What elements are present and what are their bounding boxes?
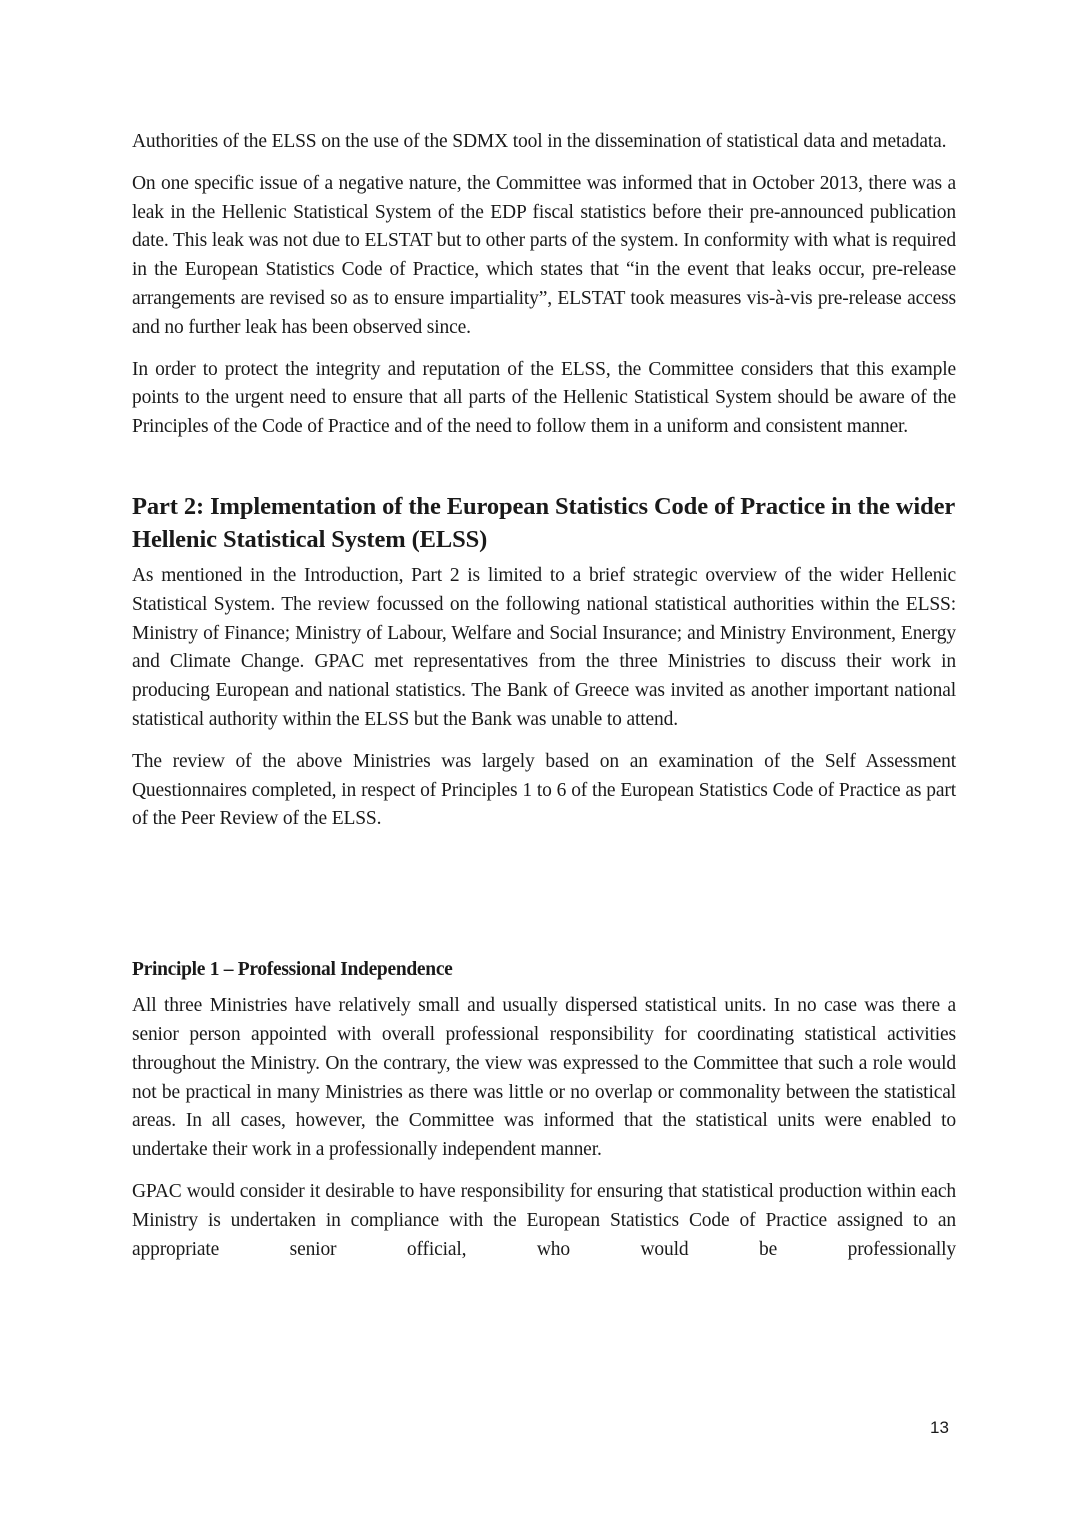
paragraph-sdmx: Authorities of the ELSS on the use of the SDMX tool in the dissemination of statistical data and metadata.	[132, 131, 947, 152]
page-content	[132, 128, 956, 1277]
paragraph-principle1-units: All three Ministries have relatively small and usually dispersed statistical units. In no case was there a senior person appointed with overall professional responsibility for coordinating statistical activities throughout the Ministry. On the contrary, the view was expressed to the Committee that such a role would not be practical in many Ministries as there was little or no overlap or commonality between the statistical areas. In all cases, however, the Committee was informed that the statistical units were enabled to undertake their work in a professionally independent manner.	[132, 995, 956, 1161]
part2-heading: Part 2: Implementation of the European Statistics Code of Practice in the wider Hellenic Statistical System (ELSS)	[132, 492, 955, 553]
page-number: 13	[930, 1418, 949, 1437]
paragraph-part2-overview: As mentioned in the Introduction, Part 2 is limited to a brief strategic overview of the wider Hellenic Statistical System. The review focussed on the following national statistical authorities within the ELSS: Ministry of Finance; Ministry of Labour, Welfare and Social Insurance; and Ministry Environment, Energy and Climate Change. GPAC met representatives from the three Ministries to discuss their work in producing European and national statistics. The Bank of Greece was invited as another important national statistical authority within the ELSS but the Bank was unable to attend.	[132, 564, 956, 730]
paragraph-principle1-gpac: GPAC would consider it desirable to have responsibility for ensuring that statistical production within each Ministry is undertaken in compliance with the European Statistics Code of Practice assigned to an appropriate senior official, who would be professionally	[132, 1180, 956, 1260]
paragraph-part2-review: The review of the above Ministries was largely based on an examination of the Self Assessment Questionnaires completed, in respect of Principles 1 to 6 of the European Statistics Code of Practice as part of the Peer Review of the ELSS.	[132, 750, 956, 830]
paragraph-integrity: In order to protect the integrity and reputation of the ELSS, the Committee considers that this example points to the urgent need to ensure that all parts of the Hellenic Statistical System should be aware of the Principles of the Code of Practice and of the need to follow them in a uniform and consistent manner.	[132, 358, 956, 438]
principle1-heading: Principle 1 – Professional Independence	[132, 959, 453, 981]
paragraph-edp-leak: On one specific issue of a negative nature, the Committee was informed that in October 2013, there was a leak in the Hellenic Statistical System of the EDP fiscal statistics before their pre-announced publication date. This leak was not due to ELSTAT but to other parts of the system. In conformity with what is required in the European Statistics Code of Practice, which states that “in the event that leaks occur, pre-release arrangements are revised so as to ensure impartiality”, ELSTAT took measures vis-à-vis pre-release access and no further leak has been observed since.	[132, 172, 956, 338]
